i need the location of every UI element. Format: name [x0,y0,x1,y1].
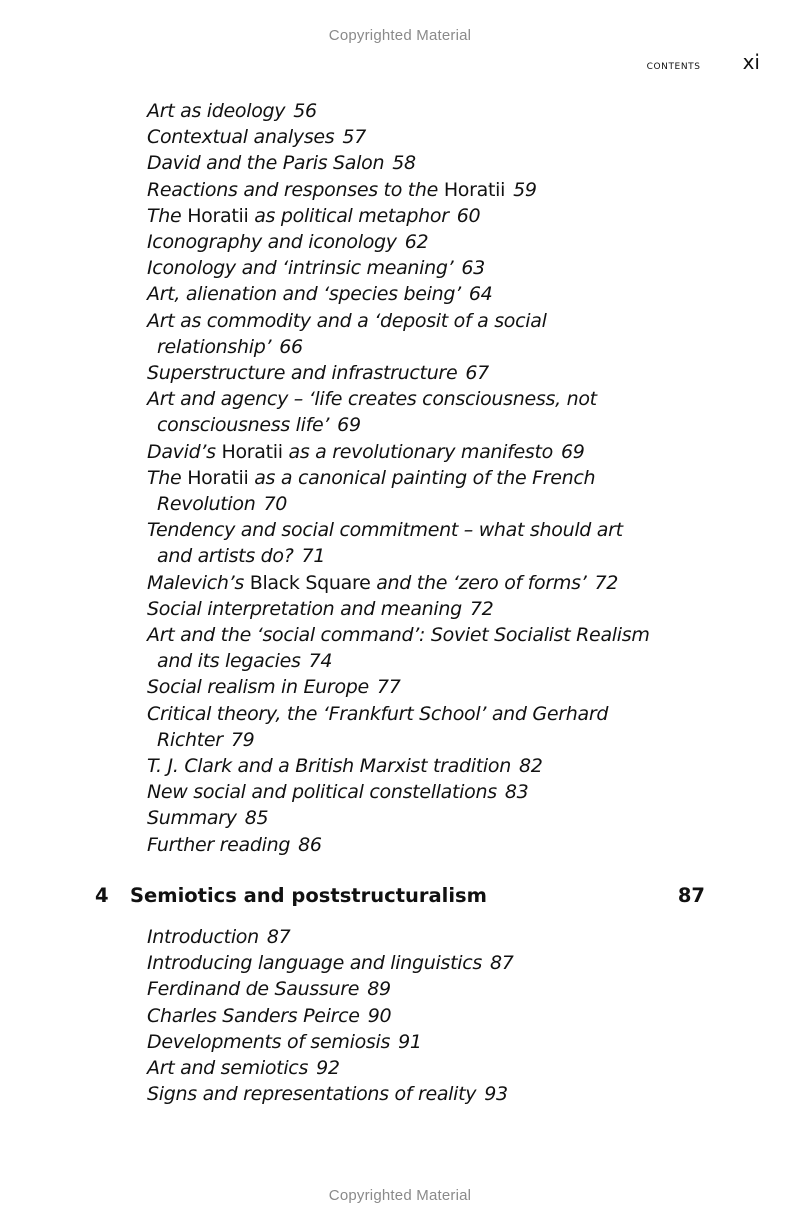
toc-entry[interactable]: Contextual analyses 57 [147,126,366,149]
toc-entry[interactable]: Reactions and responses to the Horatii 59 [147,178,537,201]
toc-entry[interactable]: The Horatii as a canonical painting of the French Revolution 70 [147,466,596,516]
toc-entry[interactable]: Charles Sanders Peirce 90 [147,1004,392,1027]
chapter-heading[interactable] [95,884,705,912]
toc-entry[interactable]: New social and political constellations 83 [147,781,529,804]
toc-section-list [147,98,707,858]
toc-entry[interactable]: The Horatii as political metaphor 60 [147,204,481,227]
toc-entry[interactable]: Critical theory, the ‘Frankfurt School’ and Gerhard Richter 79 [147,702,609,751]
toc-entry[interactable]: Art and agency – ‘life creates consciousness, not consciousness life’ 69 [147,388,597,437]
toc-entry[interactable]: Summary 85 [147,807,269,830]
toc-entry[interactable]: Art and the ‘social command’: Soviet Socialist Realism and its legacies 74 [147,624,650,673]
toc-entry[interactable]: David and the Paris Salon 58 [147,152,416,175]
toc-entry[interactable]: Malevich’s Black Square and the ‘zero of forms’ 72 [147,571,619,594]
toc-chapter-section-list [147,924,707,1107]
chapter-number: 4 [95,884,109,907]
toc-entry[interactable]: Iconography and iconology 62 [147,231,429,254]
toc-entry[interactable]: Developments of semiosis 91 [147,1030,422,1053]
copyright-watermark-top: Copyrighted Material [328,27,472,44]
toc-entry[interactable]: Iconology and ‘intrinsic meaning’ 63 [147,257,485,280]
toc-entry[interactable]: Further reading 86 [147,833,322,856]
copyright-watermark-bottom: Copyrighted Material [328,1187,472,1204]
chapter-page-number: 87 [677,884,705,907]
page-number: xi [742,50,760,74]
toc-entry[interactable]: Introduction 87 [147,926,291,948]
toc-entry[interactable]: Social interpretation and meaning 72 [147,597,494,620]
toc-entry[interactable]: David’s Horatii as a revolutionary manifesto 69 [147,440,585,463]
chapter-title: Semiotics and poststructuralism [130,884,487,907]
toc-entry[interactable]: Signs and representations of reality 93 [147,1083,508,1106]
running-head-label: contents [646,58,701,73]
toc-entry[interactable]: Art and semiotics 92 [147,1057,340,1080]
toc-entry[interactable]: Art as ideology 56 [147,100,317,122]
toc-entry[interactable]: Social realism in Europe 77 [147,676,401,699]
toc-entry[interactable]: Introducing language and linguistics 87 [147,952,514,975]
toc-entry[interactable]: Ferdinand de Saussure 89 [147,978,391,1001]
toc-entry[interactable]: Art as commodity and a ‘deposit of a social relationship’ 66 [147,309,547,358]
toc-entry[interactable]: T. J. Clark and a British Marxist tradition 82 [147,755,543,778]
toc-entry[interactable]: Art, alienation and ‘species being’ 64 [147,283,493,306]
toc-entry[interactable]: Tendency and social commitment – what should art and artists do? 71 [147,519,623,568]
running-head [647,50,760,72]
toc-entry[interactable]: Superstructure and infrastructure 67 [147,362,489,385]
